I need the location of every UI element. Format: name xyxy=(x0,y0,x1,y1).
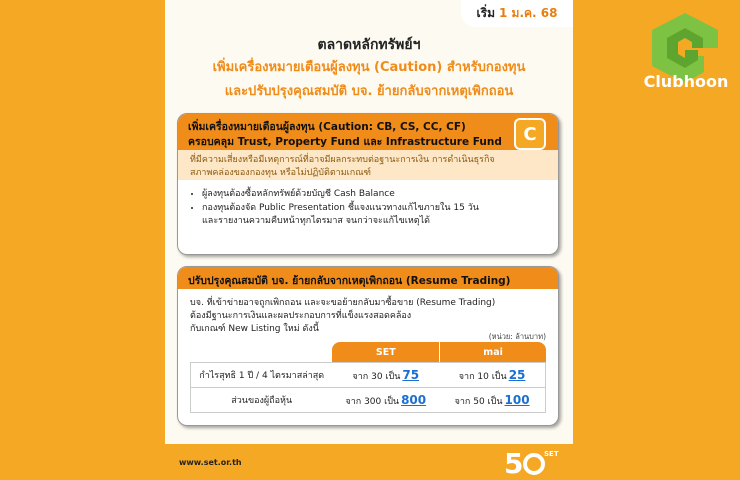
set-anniversary-logo xyxy=(502,446,562,476)
resume-trading-section xyxy=(177,266,559,426)
caution-section-header xyxy=(178,114,558,150)
caution-c-icon: C xyxy=(514,118,546,150)
resume-text-line-3: กับเกณฑ์ New Listing ใหม่ ดังนี้ xyxy=(190,324,319,334)
subtitle-line-2: และปรับปรุงคุณสมบัติ บจ. ย้ายกลับจากเหตุเพิกถอน xyxy=(224,84,514,99)
date-prefix: เริ่ม xyxy=(476,6,495,20)
cell-mai-net-profit: จาก 10 เป็น 25 xyxy=(439,362,546,388)
cell-mai-equity: จาก 50 เป็น 100 xyxy=(439,388,546,413)
row-label-equity: ส่วนของผู้ถือหุ้น xyxy=(190,388,332,413)
resume-text-line-1: บจ. ที่เข้าข่ายอาจถูกเพิกถอน และจะขอย้ายกลับมาซื้อขาย (Resume Trading) xyxy=(190,298,496,308)
resume-trading-text xyxy=(178,289,558,336)
caution-section xyxy=(177,113,559,255)
start-date-badge xyxy=(461,0,573,27)
cell-set-equity: จาก 300 เป็น 800 xyxy=(332,388,439,413)
table-row xyxy=(190,362,546,388)
caution-header-line-1: เพิ่มเครื่องหมายเตือนผู้ลงทุน (Caution: CB, CS, CC, CF) xyxy=(188,121,466,133)
date-value: 1 ม.ค. 68 xyxy=(499,6,558,20)
infographic-card xyxy=(165,0,573,444)
table-row xyxy=(190,388,546,413)
resume-text-line-2: ต้องมีฐานะการเงินและผลประกอบการที่แข็งแรงสอดคล้อง xyxy=(190,311,412,321)
clubhoon-brand-text: Clubhoon xyxy=(643,72,729,91)
unit-label: (หน่วย: ล้านบาท) xyxy=(488,332,546,341)
subtitle-line-1: เพิ่มเครื่องหมายเตือนผู้ลงทุน (Caution) สำหรับกองทุน xyxy=(212,60,526,75)
website-url[interactable]: www.set.or.th xyxy=(179,458,242,467)
caution-note-line-2: สภาพคล่องของกองทุน หรือไม่ปฏิบัติตามเกณฑ์ xyxy=(190,168,372,178)
table-header-mai: mai xyxy=(439,342,546,362)
criteria-table xyxy=(190,342,546,413)
cell-set-net-profit: จาก 30 เป็น 75 xyxy=(332,362,439,388)
caution-header-line-2: ครอบคลุม Trust, Property Fund และ Infrastructure Fund xyxy=(188,136,502,148)
table-header-set: SET xyxy=(332,342,439,362)
svg-text:5: 5 xyxy=(504,447,524,476)
bullet-cash-balance: • ผู้ลงทุนต้องซื้อหลักทรัพย์ด้วยบัญชี Cash Balance xyxy=(202,188,546,201)
row-label-net-profit: กำไรสุทธิ 1 ปี / 4 ไตรมาสล่าสุด xyxy=(190,362,332,388)
anniv-set-text: SET xyxy=(544,450,559,458)
bullet-public-presentation: • กองทุนต้องจัด Public Presentation ชี้แจงแนวทางแก้ไขภายใน 15 วัน และรายงานความคืบหน้าทุกไตรมาส จนกว่าจะแก้ไขเหตุได้ xyxy=(202,202,546,228)
caution-bullets xyxy=(178,188,558,228)
caution-note xyxy=(178,150,558,180)
page-title: ตลาดหลักทรัพย์ฯ xyxy=(317,37,421,53)
resume-trading-header: ปรับปรุงคุณสมบัติ บจ. ย้ายกลับจากเหตุเพิกถอน (Resume Trading) xyxy=(178,267,558,289)
caution-note-line-1: ที่มีความเสี่ยงหรือมีเหตุการณ์ที่อาจมีผลกระทบต่อฐานะการเงิน การดำเนินธุรกิจ xyxy=(190,155,495,165)
table-header-blank xyxy=(190,342,332,362)
